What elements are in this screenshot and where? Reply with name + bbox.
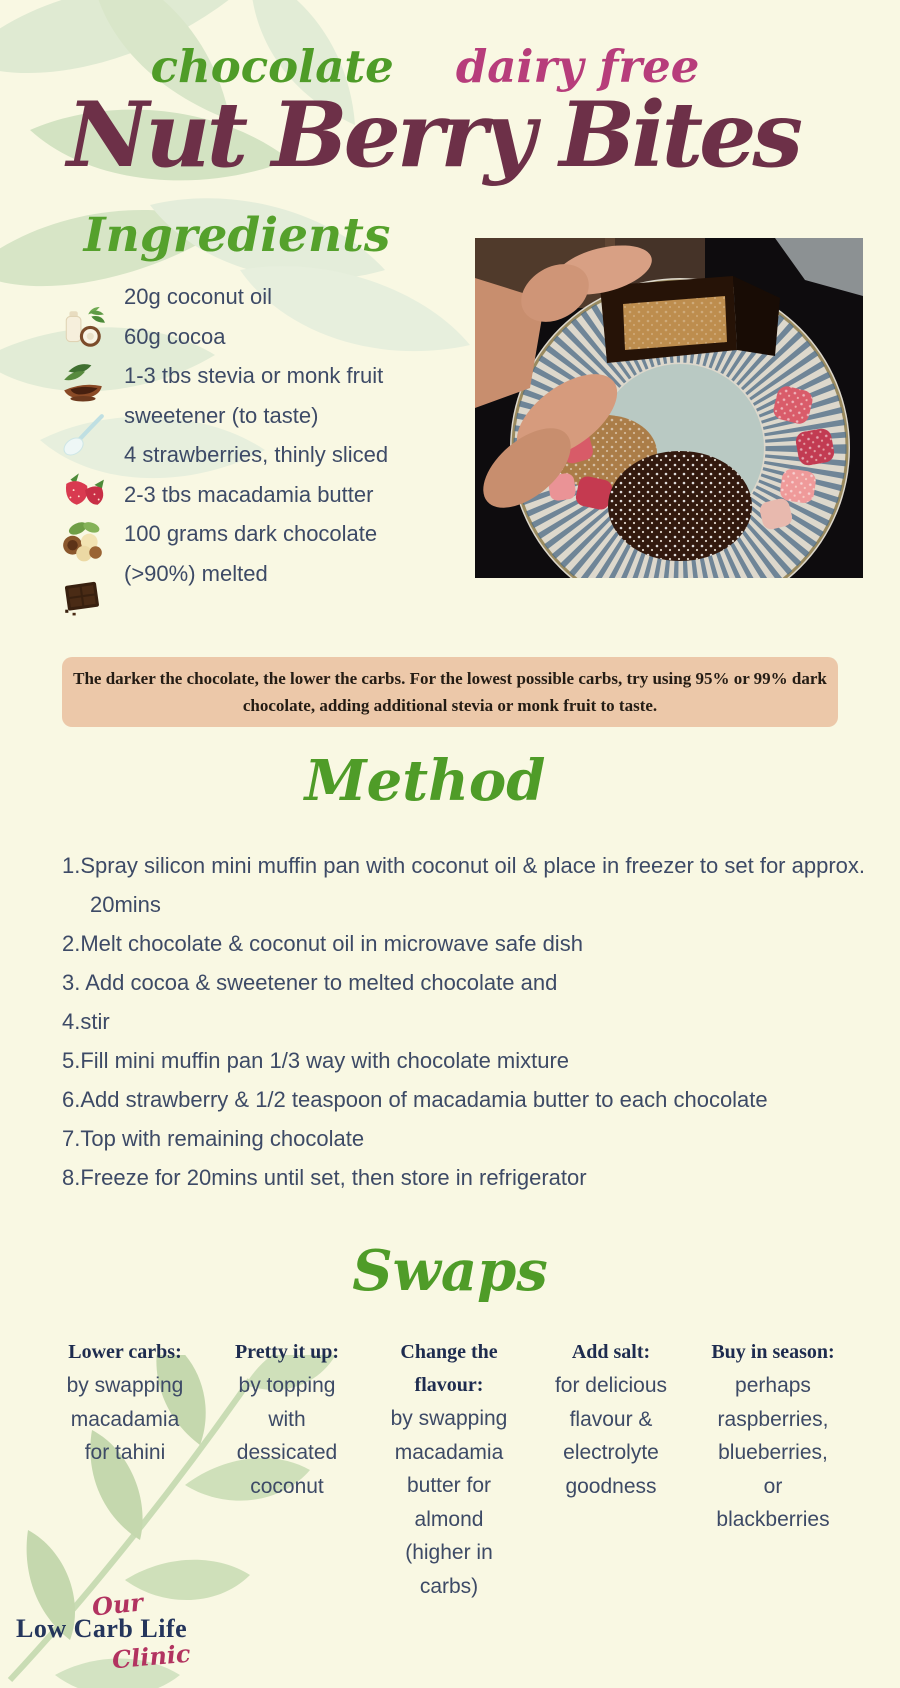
- tag-chocolate: chocolate: [150, 40, 394, 93]
- swap-line: flavour &: [569, 1407, 653, 1431]
- method-step: [62, 1158, 874, 1197]
- tip-text-line: The darker the chocolate, the lower the carbs. For the lowest possible carbs, try using 95% or 99% dark: [73, 669, 827, 688]
- ingredient-line: 100 grams dark chocolate: [124, 521, 378, 546]
- logo-name: Low Carb Life: [16, 1614, 188, 1643]
- swap-line: perhaps: [735, 1374, 811, 1397]
- logo-clinic: Clinic: [110, 1638, 192, 1675]
- swap-line: blueberries,: [718, 1441, 828, 1464]
- swap-line: macadamia: [70, 1407, 180, 1431]
- tip-box: [62, 657, 838, 727]
- coconut-oil-icon: [58, 306, 108, 352]
- swap-line: raspberries,: [717, 1407, 829, 1431]
- swap-line: carbs): [419, 1574, 479, 1598]
- chocolate-bar-icon: [58, 571, 108, 617]
- logo: [0, 1578, 230, 1688]
- ingredient-line: 2-3 tbs macadamia butter: [124, 481, 374, 507]
- food-photo: [475, 238, 863, 578]
- step-text: Add strawberry & 1/2 teaspoon of macadamia butter to each chocolate: [80, 1087, 768, 1112]
- swap-line: macadamia: [394, 1440, 504, 1464]
- step-text: Top with remaining chocolate: [80, 1126, 365, 1151]
- macadamia-nuts-icon: [58, 518, 108, 564]
- spoon-icon: [58, 412, 108, 458]
- swap-column-change-flavour: [368, 1336, 530, 1603]
- swap-header: Add salt:: [571, 1341, 651, 1363]
- swap-line: for delicious: [554, 1374, 668, 1397]
- tag-dairy-free: dairy free: [455, 40, 700, 93]
- swap-header: Pretty it up:: [234, 1341, 340, 1363]
- swap-line: with: [268, 1407, 306, 1431]
- step-text: Freeze for 20mins until set, then store in refrigerator: [80, 1165, 587, 1190]
- step-number: 8.: [62, 1165, 81, 1190]
- swap-line: or: [763, 1474, 783, 1498]
- method-step: [62, 1041, 874, 1080]
- swap-line: (higher in: [405, 1541, 493, 1564]
- swap-column-lower-carbs: [44, 1336, 206, 1603]
- ingredient-line: 60g cocoa: [124, 323, 226, 349]
- step-number: 7.: [62, 1126, 81, 1151]
- swap-column-add-salt: [530, 1336, 692, 1603]
- step-text: Add cocoa & sweetener to melted chocolate and: [80, 970, 558, 995]
- step-number: 6.: [62, 1087, 81, 1112]
- ingredient-line: (>90%) melted: [124, 560, 268, 586]
- recipe-title: Nut Berry Bites: [66, 82, 800, 188]
- swap-header: Change the flavour:: [400, 1341, 498, 1396]
- swap-line: by swapping: [390, 1407, 508, 1430]
- ingredient-icons: [58, 306, 108, 617]
- swap-line: by topping: [238, 1374, 336, 1397]
- step-number: 1.: [62, 853, 81, 878]
- swap-line: by swapping: [66, 1374, 184, 1397]
- swap-line: blackberries: [716, 1508, 830, 1531]
- swap-line: goodness: [565, 1474, 657, 1498]
- swap-header: Buy in season:: [711, 1341, 835, 1363]
- step-number: 4.: [62, 1009, 81, 1034]
- swap-line: almond: [414, 1507, 484, 1531]
- swap-column-pretty-it-up: [206, 1336, 368, 1603]
- step-text: Spray silicon mini muffin pan with coconut oil & place in freezer to set for approx. 20mins: [80, 853, 866, 917]
- ingredients-heading: Ingredients: [83, 208, 391, 263]
- method-step: [62, 1119, 874, 1158]
- swap-line: coconut: [250, 1474, 324, 1498]
- logo-our: Our: [90, 1587, 145, 1622]
- method-heading: Method: [304, 748, 546, 814]
- cocoa-pod-icon: [58, 359, 108, 405]
- step-text: Melt chocolate & coconut oil in microwave safe dish: [80, 931, 583, 956]
- method-step: [62, 1002, 874, 1041]
- step-text: Fill mini muffin pan 1/3 way with chocolate mixture: [80, 1048, 570, 1073]
- method-step: [62, 963, 874, 1002]
- swap-header: Lower carbs:: [68, 1341, 182, 1363]
- swap-line: dessicated: [236, 1441, 338, 1464]
- step-number: 5.: [62, 1048, 81, 1073]
- method-step: [62, 1080, 874, 1119]
- ingredient-line: 20g coconut oil: [124, 284, 272, 309]
- ingredient-line: 4 strawberries, thinly sliced: [124, 442, 389, 467]
- step-text: stir: [80, 1009, 110, 1034]
- method-step: [62, 846, 874, 924]
- swaps-columns: [44, 1336, 856, 1603]
- strawberry-icon: [58, 465, 108, 511]
- ingredient-line: sweetener (to taste): [124, 402, 319, 428]
- swap-line: butter for: [406, 1474, 492, 1497]
- swaps-heading: Swaps: [352, 1238, 548, 1304]
- method-step: [62, 924, 874, 963]
- swap-line: for tahini: [84, 1441, 166, 1464]
- step-number: 3.: [62, 970, 81, 995]
- swap-line: electrolyte: [563, 1441, 659, 1464]
- swap-column-buy-in-season: [692, 1336, 854, 1603]
- ingredient-line: 1-3 tbs stevia or monk fruit: [124, 363, 384, 388]
- ingredients-list: [124, 277, 469, 593]
- tip-text-line: chocolate, adding additional stevia or monk fruit to taste.: [242, 696, 658, 715]
- method-list: [62, 846, 874, 1197]
- step-number: 2.: [62, 931, 81, 956]
